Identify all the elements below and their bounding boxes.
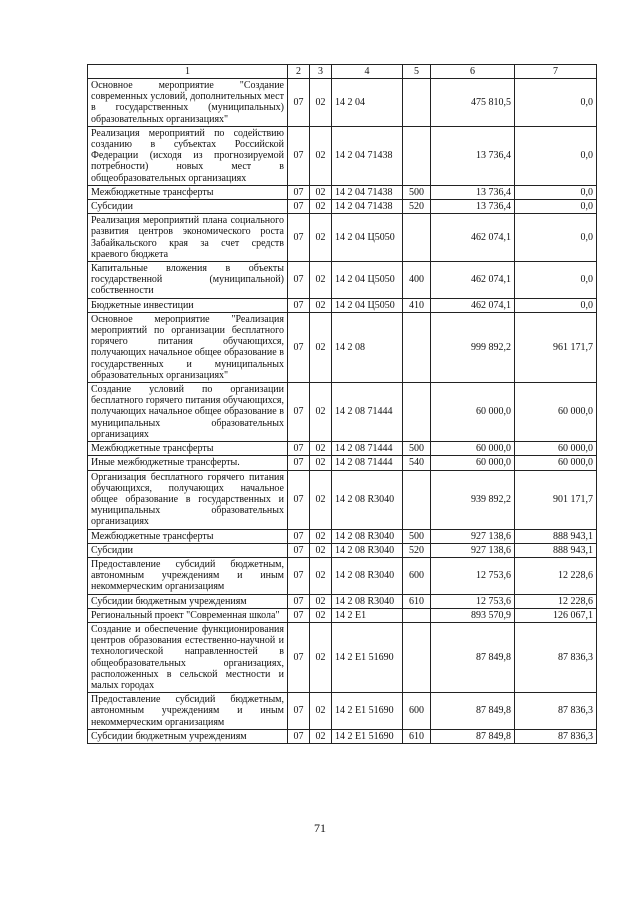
row-amount-1-cell: 13 736,4 xyxy=(431,185,515,199)
column-header: 5 xyxy=(403,65,431,79)
row-section-cell: 07 xyxy=(288,298,310,312)
row-target-article-cell: 14 2 08 R3040 xyxy=(332,557,403,594)
row-amount-2-cell: 901 171,7 xyxy=(515,470,597,529)
row-amount-2-cell: 888 943,1 xyxy=(515,543,597,557)
row-section-cell: 07 xyxy=(288,262,310,299)
row-amount-1-cell: 999 892,2 xyxy=(431,312,515,382)
row-target-article-cell: 14 2 04 71438 xyxy=(332,126,403,185)
row-amount-1-cell: 60 000,0 xyxy=(431,383,515,442)
row-amount-1-cell: 13 736,4 xyxy=(431,126,515,185)
table-row xyxy=(88,312,597,382)
row-amount-1-cell: 60 000,0 xyxy=(431,456,515,470)
row-expense-type-cell xyxy=(403,126,431,185)
table-row xyxy=(88,729,597,743)
table-row xyxy=(88,529,597,543)
table-row xyxy=(88,79,597,127)
row-section-cell: 07 xyxy=(288,126,310,185)
row-expense-type-cell: 500 xyxy=(403,529,431,543)
budget-table xyxy=(87,64,597,744)
row-expense-type-cell xyxy=(403,470,431,529)
row-target-article-cell: 14 2 04 Ц5050 xyxy=(332,298,403,312)
table-row xyxy=(88,557,597,594)
row-amount-2-cell: 0,0 xyxy=(515,79,597,127)
row-amount-1-cell: 60 000,0 xyxy=(431,442,515,456)
row-expense-type-cell xyxy=(403,608,431,622)
row-expense-type-cell: 540 xyxy=(403,456,431,470)
row-name-cell: Межбюджетные трансферты xyxy=(88,185,288,199)
row-amount-1-cell: 462 074,1 xyxy=(431,298,515,312)
row-amount-2-cell: 60 000,0 xyxy=(515,456,597,470)
row-amount-1-cell: 927 138,6 xyxy=(431,529,515,543)
row-name-cell: Капитальные вложения в объекты государственной (муниципальной) собственности xyxy=(88,262,288,299)
row-expense-type-cell: 610 xyxy=(403,594,431,608)
row-target-article-cell: 14 2 04 71438 xyxy=(332,185,403,199)
row-amount-2-cell: 60 000,0 xyxy=(515,442,597,456)
row-amount-2-cell: 12 228,6 xyxy=(515,557,597,594)
row-section-cell: 07 xyxy=(288,442,310,456)
row-amount-2-cell: 87 836,3 xyxy=(515,622,597,692)
row-subsection-cell: 02 xyxy=(310,543,332,557)
row-section-cell: 07 xyxy=(288,185,310,199)
row-amount-1-cell: 475 810,5 xyxy=(431,79,515,127)
row-target-article-cell: 14 2 E1 51690 xyxy=(332,622,403,692)
row-expense-type-cell xyxy=(403,622,431,692)
table-row xyxy=(88,456,597,470)
row-amount-2-cell: 961 171,7 xyxy=(515,312,597,382)
row-target-article-cell: 14 2 08 71444 xyxy=(332,383,403,442)
row-amount-1-cell: 12 753,6 xyxy=(431,557,515,594)
row-subsection-cell: 02 xyxy=(310,214,332,262)
row-amount-1-cell: 12 753,6 xyxy=(431,594,515,608)
table-row xyxy=(88,543,597,557)
row-amount-1-cell: 893 570,9 xyxy=(431,608,515,622)
row-section-cell: 07 xyxy=(288,383,310,442)
row-amount-2-cell: 0,0 xyxy=(515,126,597,185)
row-expense-type-cell xyxy=(403,312,431,382)
row-subsection-cell: 02 xyxy=(310,456,332,470)
row-subsection-cell: 02 xyxy=(310,442,332,456)
row-section-cell: 07 xyxy=(288,529,310,543)
table-row xyxy=(88,594,597,608)
row-subsection-cell: 02 xyxy=(310,608,332,622)
row-name-cell: Предоставление субсидий бюджетным, автономным учреждениям и иным некоммерческим организациям xyxy=(88,693,288,730)
row-name-cell: Реализация мероприятий плана социального развития центров экономического роста Забайкальского края за счет средств краевого бюджета xyxy=(88,214,288,262)
row-target-article-cell: 14 2 08 R3040 xyxy=(332,470,403,529)
row-target-article-cell: 14 2 E1 51690 xyxy=(332,693,403,730)
row-section-cell: 07 xyxy=(288,693,310,730)
row-expense-type-cell: 520 xyxy=(403,543,431,557)
row-subsection-cell: 02 xyxy=(310,200,332,214)
row-subsection-cell: 02 xyxy=(310,79,332,127)
row-target-article-cell: 14 2 E1 xyxy=(332,608,403,622)
row-amount-2-cell: 0,0 xyxy=(515,200,597,214)
row-amount-1-cell: 927 138,6 xyxy=(431,543,515,557)
row-expense-type-cell: 600 xyxy=(403,693,431,730)
row-subsection-cell: 02 xyxy=(310,693,332,730)
table-row xyxy=(88,608,597,622)
table-row xyxy=(88,470,597,529)
table-row xyxy=(88,200,597,214)
table-row xyxy=(88,298,597,312)
row-target-article-cell: 14 2 E1 51690 xyxy=(332,729,403,743)
row-amount-2-cell: 0,0 xyxy=(515,185,597,199)
row-target-article-cell: 14 2 08 71444 xyxy=(332,442,403,456)
row-name-cell: Основное мероприятие "Реализация мероприятий по организации бесплатного горячего питания обучающихся, получающих начальное общее образование в государственных и муниципальных образовательных организациях" xyxy=(88,312,288,382)
page-number: 71 xyxy=(314,821,326,835)
row-subsection-cell: 02 xyxy=(310,622,332,692)
row-target-article-cell: 14 2 08 R3040 xyxy=(332,594,403,608)
row-subsection-cell: 02 xyxy=(310,298,332,312)
row-subsection-cell: 02 xyxy=(310,312,332,382)
row-amount-1-cell: 462 074,1 xyxy=(431,262,515,299)
row-expense-type-cell: 600 xyxy=(403,557,431,594)
row-name-cell: Региональный проект "Современная школа" xyxy=(88,608,288,622)
table-header-row xyxy=(88,65,597,79)
row-amount-1-cell: 87 849,8 xyxy=(431,693,515,730)
row-section-cell: 07 xyxy=(288,594,310,608)
row-target-article-cell: 14 2 04 Ц5050 xyxy=(332,262,403,299)
table-row xyxy=(88,442,597,456)
row-subsection-cell: 02 xyxy=(310,529,332,543)
row-expense-type-cell xyxy=(403,383,431,442)
row-section-cell: 07 xyxy=(288,214,310,262)
row-section-cell: 07 xyxy=(288,622,310,692)
row-name-cell: Межбюджетные трансферты xyxy=(88,442,288,456)
row-name-cell: Субсидии бюджетным учреждениям xyxy=(88,594,288,608)
row-amount-2-cell: 12 228,6 xyxy=(515,594,597,608)
row-expense-type-cell: 520 xyxy=(403,200,431,214)
row-target-article-cell: 14 2 04 xyxy=(332,79,403,127)
row-name-cell: Иные межбюджетные трансферты. xyxy=(88,456,288,470)
row-subsection-cell: 02 xyxy=(310,126,332,185)
row-amount-2-cell: 0,0 xyxy=(515,262,597,299)
row-section-cell: 07 xyxy=(288,456,310,470)
row-subsection-cell: 02 xyxy=(310,262,332,299)
column-header: 7 xyxy=(515,65,597,79)
row-name-cell: Субсидии xyxy=(88,543,288,557)
row-expense-type-cell xyxy=(403,79,431,127)
table-row xyxy=(88,262,597,299)
row-name-cell: Реализация мероприятий по содействию созданию в субъектах Российской Федерации (исходя из прогнозируемой потребности) новых мест в общеобразовательных организациях xyxy=(88,126,288,185)
row-expense-type-cell: 500 xyxy=(403,185,431,199)
row-section-cell: 07 xyxy=(288,79,310,127)
row-subsection-cell: 02 xyxy=(310,729,332,743)
row-amount-2-cell: 60 000,0 xyxy=(515,383,597,442)
row-section-cell: 07 xyxy=(288,470,310,529)
row-section-cell: 07 xyxy=(288,312,310,382)
row-subsection-cell: 02 xyxy=(310,557,332,594)
row-amount-1-cell: 939 892,2 xyxy=(431,470,515,529)
row-expense-type-cell: 410 xyxy=(403,298,431,312)
column-header: 4 xyxy=(332,65,403,79)
row-amount-2-cell: 126 067,1 xyxy=(515,608,597,622)
table-row xyxy=(88,185,597,199)
column-header: 6 xyxy=(431,65,515,79)
table-row xyxy=(88,126,597,185)
row-target-article-cell: 14 2 04 Ц5050 xyxy=(332,214,403,262)
row-name-cell: Создание и обеспечение функционирования центров образования естественно-научной и технологической направленностей в общеобразовательных организациях, расположенных в сельской местности и малых городах xyxy=(88,622,288,692)
row-target-article-cell: 14 2 08 R3040 xyxy=(332,529,403,543)
row-subsection-cell: 02 xyxy=(310,383,332,442)
row-target-article-cell: 14 2 08 xyxy=(332,312,403,382)
row-name-cell: Субсидии xyxy=(88,200,288,214)
row-amount-1-cell: 13 736,4 xyxy=(431,200,515,214)
row-subsection-cell: 02 xyxy=(310,470,332,529)
table-row xyxy=(88,622,597,692)
row-section-cell: 07 xyxy=(288,557,310,594)
row-amount-1-cell: 462 074,1 xyxy=(431,214,515,262)
row-section-cell: 07 xyxy=(288,729,310,743)
row-amount-2-cell: 0,0 xyxy=(515,214,597,262)
column-header: 2 xyxy=(288,65,310,79)
row-target-article-cell: 14 2 08 R3040 xyxy=(332,543,403,557)
row-section-cell: 07 xyxy=(288,608,310,622)
row-target-article-cell: 14 2 08 71444 xyxy=(332,456,403,470)
row-amount-2-cell: 87 836,3 xyxy=(515,693,597,730)
table-row xyxy=(88,383,597,442)
table-row xyxy=(88,693,597,730)
row-amount-2-cell: 0,0 xyxy=(515,298,597,312)
row-subsection-cell: 02 xyxy=(310,185,332,199)
row-amount-1-cell: 87 849,8 xyxy=(431,622,515,692)
row-name-cell: Предоставление субсидий бюджетным, автономным учреждениям и иным некоммерческим организациям xyxy=(88,557,288,594)
row-name-cell: Создание условий по организации бесплатного горячего питания обучающихся, получающих начальное общее образование в муниципальных образовательных организациях xyxy=(88,383,288,442)
table-row xyxy=(88,214,597,262)
column-header: 1 xyxy=(88,65,288,79)
column-header: 3 xyxy=(310,65,332,79)
row-amount-1-cell: 87 849,8 xyxy=(431,729,515,743)
row-name-cell: Субсидии бюджетным учреждениям xyxy=(88,729,288,743)
row-expense-type-cell: 610 xyxy=(403,729,431,743)
row-expense-type-cell: 500 xyxy=(403,442,431,456)
row-name-cell: Организация бесплатного горячего питания обучающихся, получающих начальное общее образование в государственных и муниципальных образовательных организациях xyxy=(88,470,288,529)
row-section-cell: 07 xyxy=(288,200,310,214)
row-amount-2-cell: 888 943,1 xyxy=(515,529,597,543)
row-target-article-cell: 14 2 04 71438 xyxy=(332,200,403,214)
row-section-cell: 07 xyxy=(288,543,310,557)
row-subsection-cell: 02 xyxy=(310,594,332,608)
row-name-cell: Основное мероприятие "Создание современных условий, дополнительных мест в государственных (муниципальных) образовательных организациях" xyxy=(88,79,288,127)
row-amount-2-cell: 87 836,3 xyxy=(515,729,597,743)
row-name-cell: Бюджетные инвестиции xyxy=(88,298,288,312)
row-expense-type-cell: 400 xyxy=(403,262,431,299)
row-name-cell: Межбюджетные трансферты xyxy=(88,529,288,543)
row-expense-type-cell xyxy=(403,214,431,262)
